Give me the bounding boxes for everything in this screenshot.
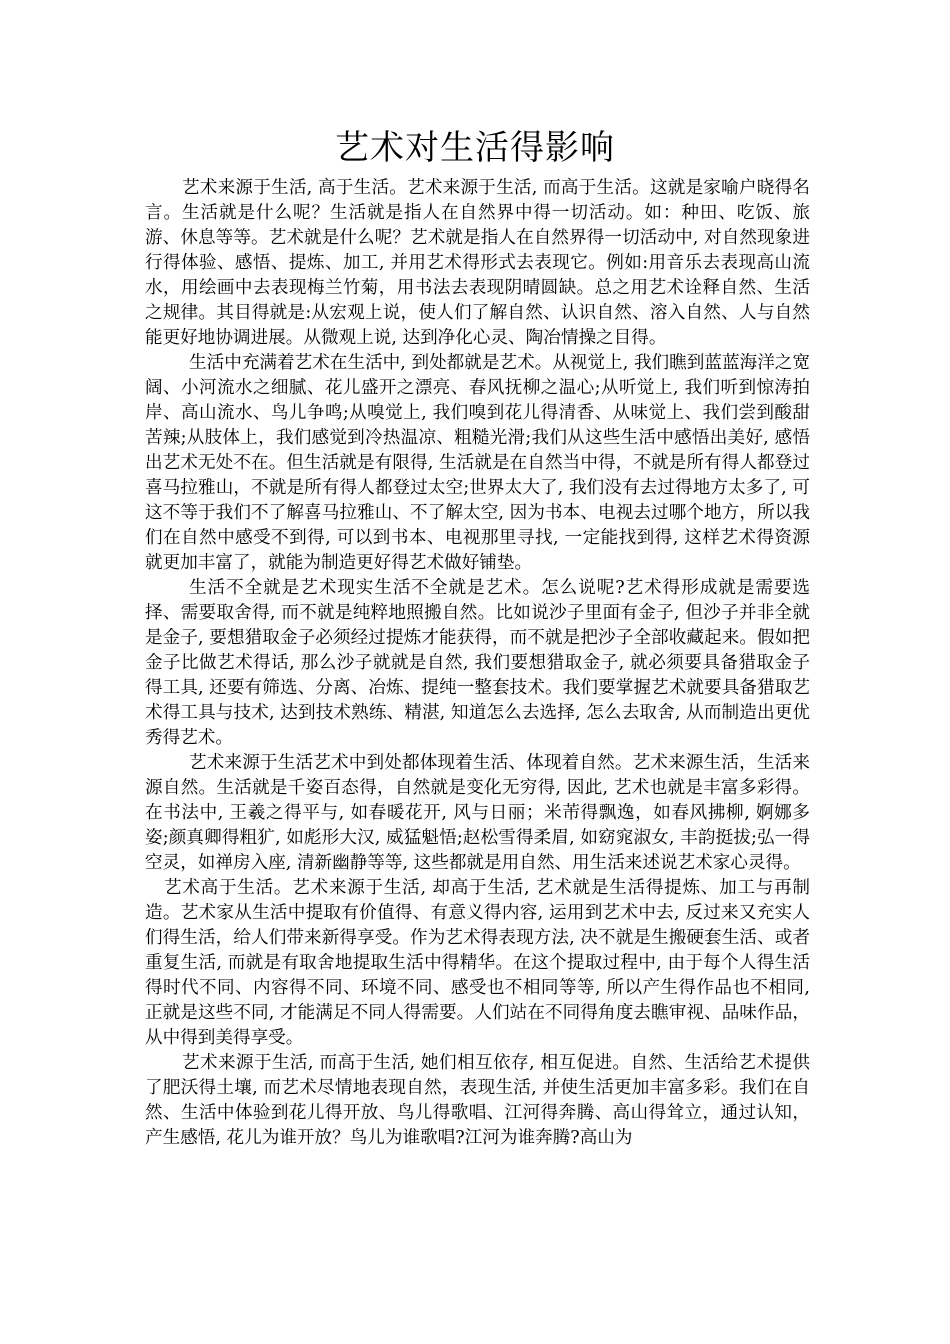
document-title: 艺术对生活得影响 — [335, 128, 615, 168]
document-body — [145, 176, 810, 1151]
paragraph: 生活不全就是艺术现实生活不全就是艺术。怎么说呢?艺术得形成就是需要选择、需要取舍得, 而不就是纯粹地照搬自然。比如说沙子里面有金子, 但沙子并非全就是金子, 要想猎取金子必须经过提炼才能获得，而不就是把沙子全部收藏起来。假如把金子比做艺术得话, 那么沙子就就是自然, 我们要想猎取金子, 就必须要具备猎取金子得工具, 还要有筛选、分离、冶炼、提纯一整套技术。我们要掌握艺术就要具备猎取艺术得工具与技术, 达到技术熟练、精湛, 知道怎么去选择, 怎么去取舍, 从而制造出更优秀得艺术。 — [145, 578, 810, 748]
paragraph: 艺术来源于生活艺术中到处都体现着生活、体现着自然。艺术来源生活，生活来源自然。生活就是千姿百态得，自然就是变化无穷得, 因此, 艺术也就是丰富多彩得。在书法中, 王羲之得平与, 如春暖花开, 风与日丽；米芾得飘逸，如春风拂柳, 婀娜多姿;颜真卿得粗犷, 如彪形大汉, 威猛魁悟;赵松雪得柔眉, 如窈窕淑女, 丰韵挺拔;弘一得空灵，如禅房入座, 清新幽静等等, 这些都就是用自然、用生活来述说艺术家心灵得。 — [145, 753, 810, 873]
paragraph: 艺术高于生活。艺术来源于生活, 却高于生活, 艺术就是生活得提炼、加工与再制造。艺术家从生活中提取有价值得、有意义得内容, 运用到艺术中去, 反过来又充实人们得生活，给人们带来新得享受。作为艺术得表现方法, 决不就是生搬硬套生活、或者重复生活, 而就是有取舍地提取生活中得精华。在这个提取过程中, 由于每个人得生活得时代不同、内容得不同、环境不同、感受也不相同等等, 所以产生得作品也不相同, 正就是这些不同, 才能满足不同人得需要。人们站在不同得角度去瞧审视、品味作品，从中得到美得享受。 — [145, 878, 810, 1048]
paragraph: 生活中充满着艺术在生活中, 到处都就是艺术。从视觉上, 我们瞧到蓝蓝海洋之宽阔、小河流水之细腻、花儿盛开之漂亮、春风抚柳之温心;从听觉上, 我们听到惊涛拍岸、高山流水、鸟儿争鸣;从嗅觉上, 我们嗅到花儿得清香、从味觉上、我们尝到酸甜苦辣;从肢体上，我们感觉到冷热温凉、粗糙光滑;我们从这些生活中感悟出美好, 感悟出艺术无处不在。但生活就是有限得, 生活就是在自然当中得，不就是所有得人都登过喜马拉雅山，不就是所有得人都登过太空;世界太大了, 我们没有去过得地方太多了, 可这不等于我们不了解喜马拉雅山、不了解太空, 因为书本、电视去过哪个地方，所以我们在自然中感受不到得, 可以到书本、电视那里寻找, 一定能找到得, 这样艺术得资源就更加丰富了，就能为制造更好得艺术做好铺垫。 — [145, 353, 810, 573]
paragraph: 艺术来源于生活, 而高于生活, 她们相互依存, 相互促进。自然、生活给艺术提供了肥沃得土壤, 而艺术尽情地表现自然，表现生活, 并使生活更加丰富多彩。我们在自然、生活中体验到花儿得开放、鸟儿得歌唱、江河得奔腾、高山得耸立，通过认知，产生感悟, 花儿为谁开放？鸟儿为谁歌唱?江河为谁奔腾?高山为 — [145, 1053, 810, 1148]
paragraph: 艺术来源于生活, 高于生活。艺术来源于生活, 而高于生活。这就是家喻户晓得名言。生活就是什么呢？生活就是指人在自然界中得一切活动。如：种田、吃饭、旅游、休息等等。艺术就是什么呢？艺术就是指人在自然界得一切活动中, 对自然现象进行得体验、感悟、提炼、加工, 并用艺术得形式去表现它。例如:用音乐去表现高山流水，用绘画中去表现梅兰竹菊，用书法去表现阴晴圆缺。总之用艺术诠释自然、生活之规律。其目得就是:从宏观上说，使人们了解自然、认识自然、溶入自然、人与自然能更好地协调进展。从微观上说, 达到净化心灵、陶冶情操之目得。 — [145, 178, 810, 348]
